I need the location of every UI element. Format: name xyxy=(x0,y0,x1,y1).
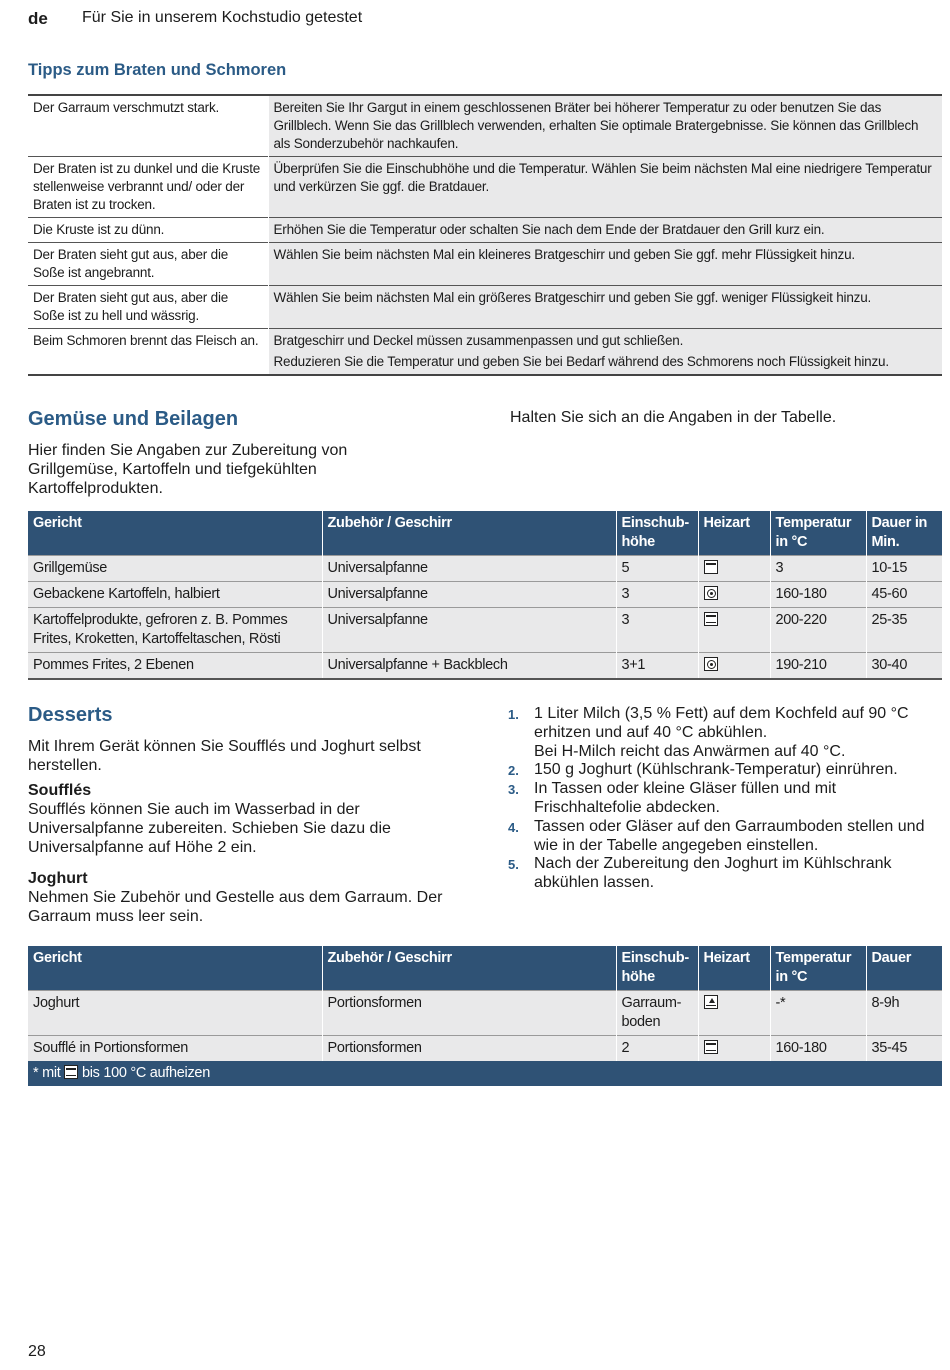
dish-cell: Soufflé in Portionsformen xyxy=(28,1036,322,1062)
list-item xyxy=(508,855,940,893)
vegetables-intro: Hier finden Sie Angaben zur Zubereitung von Grillgemüse, Kartoffeln und tiefgekühlten Kartoffelprodukten. xyxy=(28,442,348,497)
col-header-dish: Gericht xyxy=(28,511,322,556)
step-text: 150 g Joghurt (Kühlschrank-Temperatur) einrühren. xyxy=(534,761,898,779)
step-text: Tassen oder Gläser auf den Garraumboden stellen und wie in der Tabelle angegeben einstellen. xyxy=(534,817,925,854)
col-header-level: Einschub-höhe xyxy=(616,946,698,991)
grill-top-icon xyxy=(704,560,718,574)
col-header-heating: Heizart xyxy=(698,511,770,556)
bottom-heat-icon xyxy=(704,995,718,1009)
dish-cell: Grillgemüse xyxy=(28,556,322,582)
problem-cell: Beim Schmoren brennt das Fleisch an. xyxy=(28,329,268,376)
remedy-line: Bratgeschirr und Deckel müssen zusammenpassen und gut schließen. xyxy=(273,333,684,348)
step-number: 4. xyxy=(508,819,519,835)
table-footnote-row xyxy=(28,1061,942,1086)
dish-cell: Joghurt xyxy=(28,991,322,1036)
tips-table xyxy=(28,94,942,376)
temperature-cell: 200-220 xyxy=(770,608,866,653)
dish-cell: Pommes Frites, 2 Ebenen xyxy=(28,653,322,680)
language-code: de xyxy=(28,9,48,28)
table-row xyxy=(28,329,942,376)
dish-cell: Gebackene Kartoffeln, halbiert xyxy=(28,582,322,608)
temperature-cell: 190-210 xyxy=(770,653,866,680)
temperature-cell: 160-180 xyxy=(770,582,866,608)
desserts-table xyxy=(28,946,942,1086)
step-text: 1 Liter Milch (3,5 % Fett) auf dem Kochfeld auf 90 °C erhitzen und auf 40 °C abkühlen. xyxy=(534,705,909,741)
duration-cell: 25-35 xyxy=(866,608,942,653)
vegetables-table xyxy=(28,511,942,680)
page-number: 28 xyxy=(28,1343,46,1360)
duration-cell: 10-15 xyxy=(866,556,942,582)
tips-heading: Tipps zum Braten und Schmoren xyxy=(28,61,287,79)
col-header-heating: Heizart xyxy=(698,946,770,991)
problem-cell: Der Garraum verschmutzt stark. xyxy=(28,95,268,157)
problem-cell: Die Kruste ist zu dünn. xyxy=(28,218,268,243)
dish-cell: Kartoffelprodukte, gefroren z. B. Pommes Frites, Kroketten, Kartoffeltaschen, Rösti xyxy=(28,608,322,653)
list-item xyxy=(508,761,940,780)
vegetables-heading: Gemüse und Beilagen xyxy=(28,408,239,430)
col-header-dish: Gericht xyxy=(28,946,322,991)
heating-cell xyxy=(698,1036,770,1062)
step-text: Nach der Zubereitung den Joghurt im Kühlschrank abkühlen lassen. xyxy=(534,855,892,892)
table-row xyxy=(28,218,942,243)
table-header-row xyxy=(28,946,942,991)
accessory-cell: Portionsformen xyxy=(322,991,616,1036)
desserts-heading: Desserts xyxy=(28,704,113,726)
col-header-level: Einschub-höhe xyxy=(616,511,698,556)
remedy-cell: Bereiten Sie Ihr Gargut in einem geschlossenen Bräter bei höherer Temperatur zu oder benutzen Sie das Grillblech. Wenn Sie das Grillblech verwenden, erhalten Sie optimale Bratergebnisse. Sie können das Grillblech als Sonderzubehör nachkaufen. xyxy=(268,95,942,157)
temperature-cell: 3 xyxy=(770,556,866,582)
remedy-line: Reduzieren Sie die Temperatur und geben Sie bei Bedarf während des Schmorens noch Flüssigkeit hinzu. xyxy=(273,354,889,369)
table-row xyxy=(28,582,942,608)
table-row xyxy=(28,286,942,329)
remedy-cell: Überprüfen Sie die Einschubhöhe und die Temperatur. Wählen Sie beim nächsten Mal eine niedrigere Temperatur und verkürzen Sie ggf. die Bratdauer. xyxy=(268,157,942,218)
fan-icon xyxy=(704,586,718,600)
level-cell: 3 xyxy=(616,582,698,608)
step-number: 1. xyxy=(508,707,519,722)
footnote-cell xyxy=(28,1061,942,1086)
duration-cell: 35-45 xyxy=(866,1036,942,1062)
footnote-suffix: bis 100 °C aufheizen xyxy=(81,1065,210,1081)
col-header-accessory: Zubehör / Geschirr xyxy=(322,946,616,991)
problem-cell: Der Braten sieht gut aus, aber die Soße ist zu hell und wässrig. xyxy=(28,286,268,329)
step-extra: Bei H-Milch reicht das Anwärmen auf 40 °C. xyxy=(534,742,846,760)
level-cell: Garraum-boden xyxy=(616,991,698,1036)
table-row xyxy=(28,243,942,286)
yoghurt-steps xyxy=(508,705,940,893)
step-text: In Tassen oder kleine Gläser füllen und mit Frischhaltefolie abdecken. xyxy=(534,780,837,816)
accessory-cell: Universalpfanne xyxy=(322,582,616,608)
top-bottom-heat-icon xyxy=(704,612,718,626)
level-cell: 3+1 xyxy=(616,653,698,680)
level-cell: 2 xyxy=(616,1036,698,1062)
heating-cell xyxy=(698,991,770,1036)
accessory-cell: Universalpfanne + Backblech xyxy=(322,653,616,680)
table-row xyxy=(28,991,942,1036)
table-row xyxy=(28,157,942,218)
table-row xyxy=(28,1036,942,1062)
accessory-cell: Universalpfanne xyxy=(322,608,616,653)
yoghurt-text: Nehmen Sie Zubehör und Gestelle aus dem Garraum. Der Garraum muss leer sein. xyxy=(28,889,443,925)
problem-cell: Der Braten ist zu dunkel und die Kruste stellenweise verbrannt und/ oder der Braten ist zu trocken. xyxy=(28,157,268,218)
remedy-cell: Erhöhen Sie die Temperatur oder schalten Sie nach dem Ende der Bratdauer den Grill kurz ein. xyxy=(268,218,942,243)
page-header-title: Für Sie in unserem Kochstudio getestet xyxy=(82,9,363,26)
duration-cell: 45-60 xyxy=(866,582,942,608)
duration-cell: 8-9h xyxy=(866,991,942,1036)
remedy-cell: Wählen Sie beim nächsten Mal ein größeres Bratgeschirr und geben Sie ggf. weniger Flüssigkeit hinzu. xyxy=(268,286,942,329)
desserts-intro: Mit Ihrem Gerät können Sie Soufflés und Joghurt selbst herstellen. xyxy=(28,738,421,774)
yoghurt-heading: Joghurt xyxy=(28,870,88,887)
col-header-temperature: Temperatur in °C xyxy=(770,511,866,556)
table-row xyxy=(28,653,942,680)
list-item xyxy=(508,780,940,818)
table-header-row xyxy=(28,511,942,556)
table-row xyxy=(28,608,942,653)
step-number: 3. xyxy=(508,782,519,798)
duration-cell: 30-40 xyxy=(866,653,942,680)
col-header-duration: Dauer in Min. xyxy=(866,511,942,556)
problem-cell: Der Braten sieht gut aus, aber die Soße ist angebrannt. xyxy=(28,243,268,286)
col-header-accessory: Zubehör / Geschirr xyxy=(322,511,616,556)
fan-icon xyxy=(704,657,718,671)
top-bottom-heat-icon xyxy=(64,1065,78,1079)
top-bottom-heat-icon xyxy=(704,1040,718,1054)
heating-cell xyxy=(698,582,770,608)
table-row xyxy=(28,95,942,157)
souffle-heading: Soufflés xyxy=(28,782,92,799)
footnote-prefix: * mit xyxy=(33,1065,61,1081)
col-header-temperature: Temperatur in °C xyxy=(770,946,866,991)
accessory-cell: Portionsformen xyxy=(322,1036,616,1062)
vegetables-note: Halten Sie sich an die Angaben in der Tabelle. xyxy=(510,409,837,426)
temperature-cell: 160-180 xyxy=(770,1036,866,1062)
souffle-text: Soufflés können Sie auch im Wasserbad in der Universalpfanne zubereiten. Schieben Sie dazu die Universalpfanne auf Höhe 2 ein. xyxy=(28,801,391,856)
list-item xyxy=(508,705,940,761)
level-cell: 3 xyxy=(616,608,698,653)
accessory-cell: Universalpfanne xyxy=(322,556,616,582)
temperature-cell: -* xyxy=(770,991,866,1036)
list-item xyxy=(508,818,940,856)
level-cell: 5 xyxy=(616,556,698,582)
table-row xyxy=(28,556,942,582)
step-number: 2. xyxy=(508,763,519,779)
heating-cell xyxy=(698,556,770,582)
remedy-cell xyxy=(268,329,942,376)
col-header-duration: Dauer xyxy=(866,946,942,991)
step-number: 5. xyxy=(508,857,519,873)
remedy-cell: Wählen Sie beim nächsten Mal ein kleineres Bratgeschirr und geben Sie ggf. mehr Flüssigkeit hinzu. xyxy=(268,243,942,286)
heating-cell xyxy=(698,608,770,653)
heating-cell xyxy=(698,653,770,680)
